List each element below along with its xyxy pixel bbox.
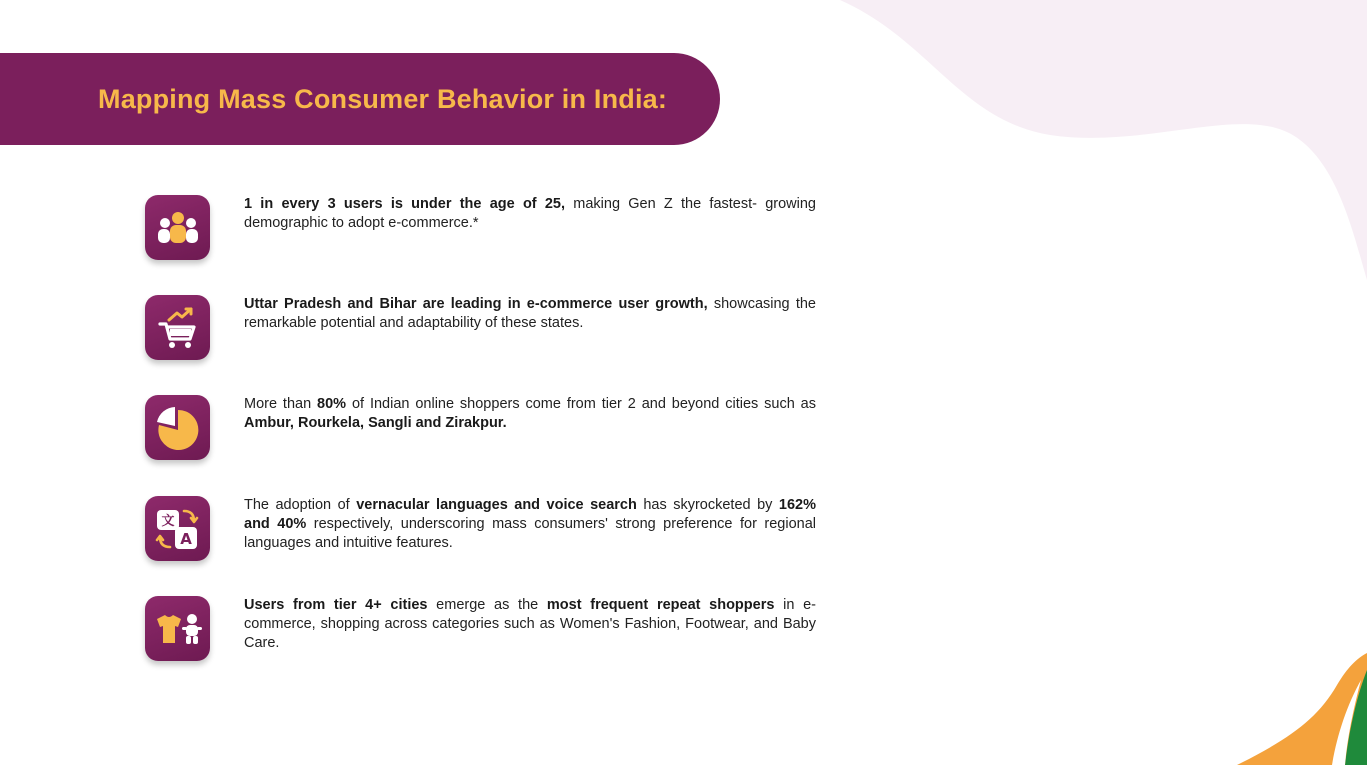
emphasis-text: Ambur, Rourkela, Sangli and Zirakpur. bbox=[244, 415, 507, 431]
body-text: making Gen Z the fastest- growing demographic to adopt e-commerce.* bbox=[244, 196, 816, 231]
emphasis-text: Uttar Pradesh and Bihar are leading in e-commerce user growth, bbox=[244, 296, 708, 312]
stat-item bbox=[145, 496, 825, 561]
tricolor-corner-decoration bbox=[1227, 650, 1367, 765]
emphasis-text: 1 in every 3 users is under the age of 25, bbox=[244, 196, 566, 212]
svg-text:A: A bbox=[179, 529, 192, 548]
svg-text:文: 文 bbox=[160, 513, 175, 529]
stat-text bbox=[244, 496, 816, 553]
stat-text bbox=[244, 295, 816, 333]
stat-item bbox=[145, 395, 825, 460]
body-text: More than bbox=[244, 396, 318, 412]
shopping-cart-growth-icon bbox=[145, 295, 210, 360]
emphasis-text: 162% and 40% bbox=[244, 497, 816, 532]
body-text: emerge as the bbox=[427, 597, 547, 613]
body-text: respectively, underscoring mass consumers' strong preference for regional languages and intuitive features. bbox=[244, 516, 816, 551]
title-banner bbox=[0, 53, 720, 145]
translate-languages-icon bbox=[145, 496, 210, 561]
stat-item bbox=[145, 596, 825, 661]
emphasis-text: Users from tier 4+ cities bbox=[244, 597, 428, 613]
body-text: in e-commerce, shopping across categories such as Women's Fashion, Footwear, and Baby Care. bbox=[244, 597, 816, 651]
stat-text bbox=[244, 195, 816, 233]
users-group-icon bbox=[145, 195, 210, 260]
pie-chart-icon bbox=[145, 395, 210, 460]
body-text: The adoption of bbox=[244, 497, 357, 513]
stat-item bbox=[145, 295, 825, 360]
emphasis-text: most frequent repeat shoppers bbox=[546, 597, 775, 613]
emphasis-text: 80% bbox=[317, 396, 347, 412]
page-title: Mapping Mass Consumer Behavior in India: bbox=[98, 83, 668, 114]
body-text: showcasing the remarkable potential and adaptability of these states. bbox=[244, 296, 816, 331]
stat-text bbox=[244, 395, 816, 433]
emphasis-text: vernacular languages and voice search bbox=[356, 497, 637, 513]
stat-item bbox=[145, 195, 825, 260]
stat-text bbox=[244, 596, 816, 653]
body-text: of Indian online shoppers come from tier 2 and beyond cities such as bbox=[346, 396, 816, 412]
body-text: has skyrocketed by bbox=[636, 497, 779, 513]
fashion-baby-icon bbox=[145, 596, 210, 661]
